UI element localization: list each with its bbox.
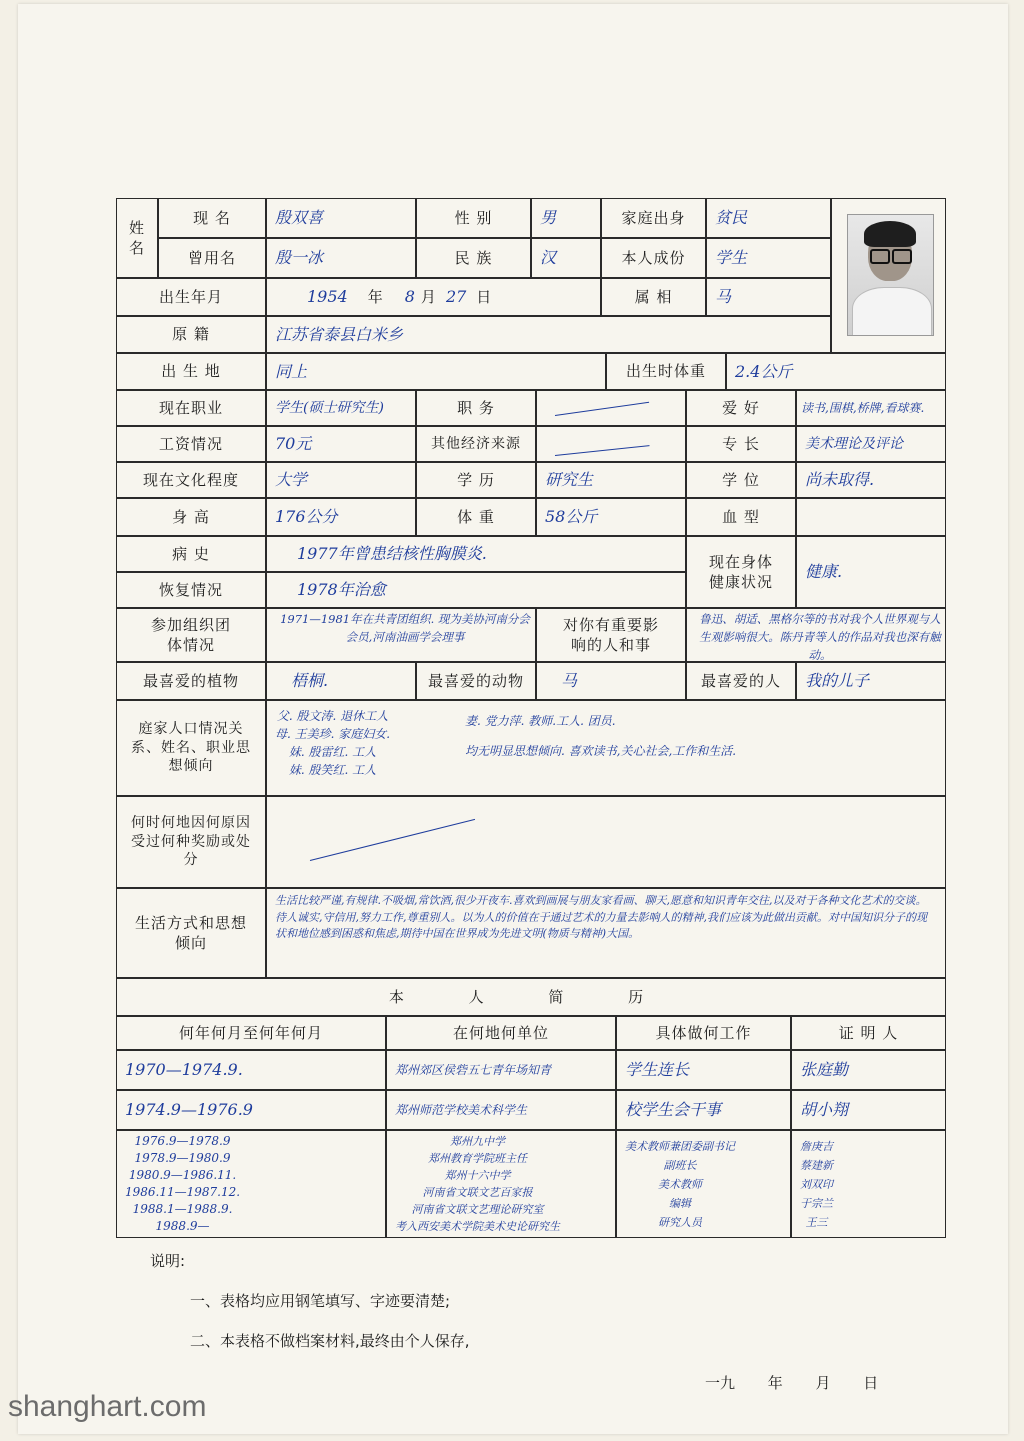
influential-label: 对你有重要影响的人和事 xyxy=(536,608,686,662)
favorite-animal-label: 最喜爱的动物 xyxy=(416,662,536,700)
birth-month-unit: 月 xyxy=(420,287,436,306)
other-income-label: 其他经济来源 xyxy=(416,426,536,462)
resume-table xyxy=(116,1016,946,1238)
family-member: 母. 王美珍. 家庭妇女. xyxy=(275,727,391,741)
ethnicity-label: 民 族 xyxy=(416,238,531,278)
lifestyle-value: 生活比较严谨,有规律.不吸烟,常饮酒,很少开夜车.喜欢到画展与朋友家看画、聊天,愿意和知识青年交往,以及对于各种文化艺术的交谈。待人诚实,守信用,努力工作,尊重别人。以为人的价值在于通过艺术的力量去影响人的精神,我们应该为此做出贡献。对中国知识分子的现状和地位感到困惑和焦虑,期待中国在世界成为先进文明(物质与精神)大国。 xyxy=(266,888,946,978)
former-name-label: 曾用名 xyxy=(158,238,266,278)
resume-period: 1970—1974.9. xyxy=(116,1050,386,1090)
recovery-label: 恢复情况 xyxy=(116,572,266,608)
organizations-label: 参加组织团体情况 xyxy=(116,608,266,662)
influential-value: 鲁迅、胡适、黑格尔等的书对我个人世界观与人生观影响很大。陈丹青等人的作品对我也深有触动。 xyxy=(686,608,946,662)
other-income-value xyxy=(536,426,686,462)
resume-work: 美术教师兼团委副书记 副班长 美术教师 编辑 研究人员 xyxy=(616,1130,791,1238)
occupation-value: 学生(硕士研究生) xyxy=(266,390,416,426)
birth-value-cell xyxy=(266,278,601,316)
education-label: 现在文化程度 xyxy=(116,462,266,498)
birth-label: 出生年月 xyxy=(116,278,266,316)
recovery-value: 1978年治愈 xyxy=(266,572,686,608)
birth-month: 8 xyxy=(404,287,415,307)
degree-label: 学 位 xyxy=(686,462,796,498)
gender-value: 男 xyxy=(531,198,601,238)
resume-unit: 郑州师范学校美术科学生 xyxy=(386,1090,616,1130)
resume-title: 本 人 简 历 xyxy=(116,978,946,1016)
zodiac-label: 属 相 xyxy=(601,278,706,316)
rewards-value xyxy=(266,796,946,888)
weight-value: 58公斤 xyxy=(536,498,686,536)
gender-label: 性 别 xyxy=(416,198,531,238)
native-place-value: 江苏省泰县白米乡 xyxy=(266,316,831,353)
family-value-cell xyxy=(266,700,946,796)
ethnicity-value: 汉 xyxy=(531,238,601,278)
resume-header-unit: 在何地何单位 xyxy=(386,1016,616,1050)
native-place-label: 原 籍 xyxy=(116,316,266,353)
family-note: 均无明显思想倾向. 喜欢读书,关心社会,工作和生活. xyxy=(465,744,737,758)
zodiac-value: 马 xyxy=(706,278,831,316)
current-name-label: 现 名 xyxy=(158,198,266,238)
organizations-value: 1971—1981年在共青团组织. 现为美协河南分会会员,河南油画学会理事 xyxy=(266,608,536,662)
hobbies-value: 读书,围棋,桥牌,看球赛. xyxy=(796,390,946,426)
name-group-label: 姓名 xyxy=(116,198,158,278)
birth-weight-label: 出生时体重 xyxy=(606,353,726,390)
registration-form xyxy=(116,198,946,1016)
resume-header-witness: 证 明 人 xyxy=(791,1016,946,1050)
resume-witness: 张庭勤 xyxy=(791,1050,946,1090)
height-label: 身 高 xyxy=(116,498,266,536)
resume-header-period: 何年何月至何年何月 xyxy=(116,1016,386,1050)
resume-header-work: 具体做何工作 xyxy=(616,1016,791,1050)
portrait-photo xyxy=(847,214,934,336)
former-name-value: 殷一冰 xyxy=(266,238,416,278)
birth-day: 27 xyxy=(445,287,467,307)
illness-label: 病 史 xyxy=(116,536,266,572)
favorite-plant-value: 梧桐. xyxy=(266,662,416,700)
salary-value: 70元 xyxy=(266,426,416,462)
family-label: 庭家人口情况关系、姓名、职业思想倾向 xyxy=(116,700,266,796)
family-origin-label: 家庭出身 xyxy=(601,198,706,238)
health-label: 现在身体健康状况 xyxy=(686,536,796,608)
lifestyle-label: 生活方式和思想倾向 xyxy=(116,888,266,978)
academic-value: 研究生 xyxy=(536,462,686,498)
specialty-value: 美术理论及评论 xyxy=(796,426,946,462)
resume-unit: 郑州九中学 郑州教育学院班主任 郑州十六中学 河南省文联文艺百家报 河南省文联文艺理论研究室 考入西安美术学院美术史论研究生 xyxy=(386,1130,616,1238)
birthplace-value: 同上 xyxy=(266,353,606,390)
birth-year: 1954 xyxy=(307,287,348,307)
occupation-label: 现在职业 xyxy=(116,390,266,426)
family-members xyxy=(267,707,390,779)
blood-value xyxy=(796,498,946,536)
favorite-plant-label: 最喜爱的植物 xyxy=(116,662,266,700)
height-value: 176公分 xyxy=(266,498,416,536)
family-member: 妹. 殷笑红. 工人 xyxy=(288,763,377,777)
notes-item: 二、本表格不做档案材料,最终由个人保存, xyxy=(190,1332,470,1350)
family-member: 父. 殷文涛. 退休工人 xyxy=(276,709,389,723)
birth-year-unit: 年 xyxy=(367,287,383,306)
resume-unit: 郑州郊区侯砦五七青年场知青 xyxy=(386,1050,616,1090)
resume-witness: 胡小翔 xyxy=(791,1090,946,1130)
resume-witness: 詹庚吉 蔡建新 刘双印 于宗兰 王三 xyxy=(791,1130,946,1238)
notes-title: 说明: xyxy=(150,1252,186,1270)
personal-status-value: 学生 xyxy=(706,238,831,278)
position-label: 职 务 xyxy=(416,390,536,426)
degree-value: 尚未取得. xyxy=(796,462,946,498)
rewards-label: 何时何地因何原因受过何种奖励或处分 xyxy=(116,796,266,888)
resume-work: 校学生会干事 xyxy=(616,1090,791,1130)
family-member: 妹. 殷雷红. 工人 xyxy=(288,745,377,759)
blood-label: 血 型 xyxy=(686,498,796,536)
birth-day-unit: 日 xyxy=(476,287,492,306)
notes-item: 一、表格均应用钢笔填写、字迹要清楚; xyxy=(190,1292,451,1310)
current-name-value: 殷双喜 xyxy=(266,198,416,238)
notes-date: 一九 年 月 日 xyxy=(705,1374,879,1392)
resume-work: 学生连长 xyxy=(616,1050,791,1090)
watermark: shanghart.com xyxy=(8,1390,207,1423)
favorite-person-label: 最喜爱的人 xyxy=(686,662,796,700)
birthplace-label: 出 生 地 xyxy=(116,353,266,390)
academic-label: 学 历 xyxy=(416,462,536,498)
favorite-person-value: 我的儿子 xyxy=(796,662,946,700)
resume-period: 1974.9—1976.9 xyxy=(116,1090,386,1130)
weight-label: 体 重 xyxy=(416,498,536,536)
personal-status-label: 本人成份 xyxy=(601,238,706,278)
family-origin-value: 贫民 xyxy=(706,198,831,238)
education-value: 大学 xyxy=(266,462,416,498)
health-value: 健康. xyxy=(796,536,946,608)
birth-weight-value: 2.4公斤 xyxy=(726,353,946,390)
salary-label: 工资情况 xyxy=(116,426,266,462)
illness-value: 1977年曾患结核性胸膜炎. xyxy=(266,536,686,572)
resume-period: 1976.9—1978.9 1978.9—1980.9 1980.9—1986.11. 1986.11—1987.12. 1988.1—1988.9. 1988.9— xyxy=(116,1130,386,1238)
specialty-label: 专 长 xyxy=(686,426,796,462)
hobbies-label: 爱 好 xyxy=(686,390,796,426)
favorite-animal-value: 马 xyxy=(536,662,686,700)
family-wife: 妻. 党力萍. 教师.工人. 团员. xyxy=(465,714,616,728)
